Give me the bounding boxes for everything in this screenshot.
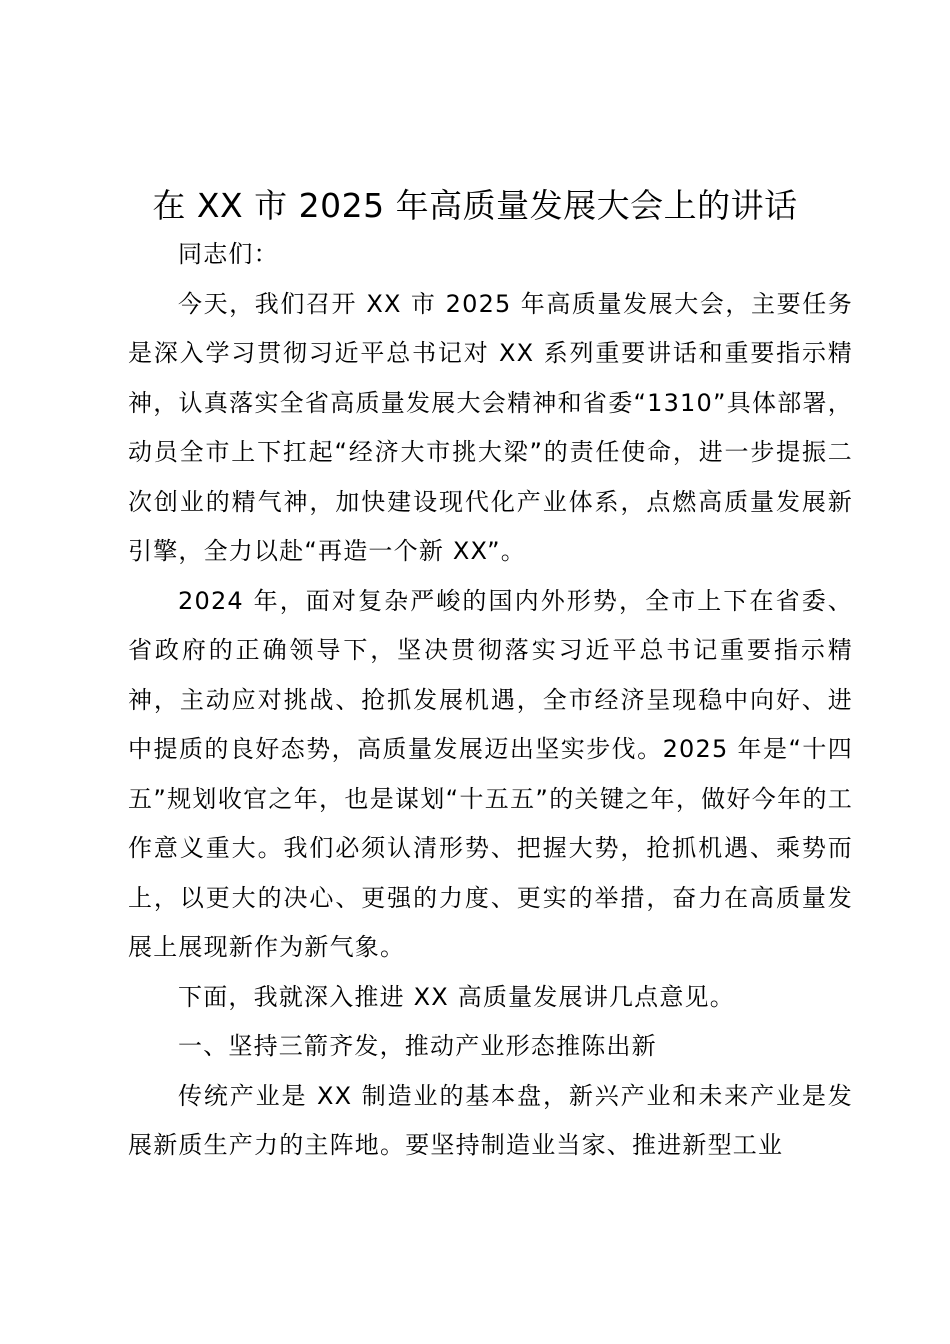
document-body	[128, 230, 853, 1171]
paragraph-review: 2024 年，面对复杂严峻的国内外形势，全市上下在省委、省政府的正确领导下，坚决贯彻落实习近平总书记重要指示精神，主动应对挑战、抢抓发展机遇，全市经济呈现稳中向好、进中提质的良好态势，高质量发展迈出坚实步伐。2025 年是“十四五”规划收官之年，也是谋划“十五五”的关键之年，做好今年的工作意义重大。我们必须认清形势、把握大势，抢抓机遇、乘势而上，以更大的决心、更强的力度、更实的举措，奋力在高质量发展上展现新作为新气象。	[128, 586, 853, 961]
section-heading-1: 一、坚持三箭齐发，推动产业形态推陈出新	[178, 1032, 657, 1060]
paragraph-section-1: 传统产业是 XX 制造业的基本盘，新兴产业和未来产业是发展新质生产力的主阵地。要坚持制造业当家、推进新型工业	[128, 1081, 853, 1159]
paragraph-intro: 今天，我们召开 XX 市 2025 年高质量发展大会，主要任务是深入学习贯彻习近平总书记对 XX 系列重要讲话和重要指示精神，认真落实全省高质量发展大会精神和省委“1310”具体部署，动员全市上下扛起“经济大市挑大梁”的责任使命，进一步提振二次创业的精气神，加快建设现代化产业体系，点燃高质量发展新引擎，全力以赴“再造一个新 XX”。	[128, 289, 853, 565]
paragraph-transition: 下面，我就深入推进 XX 高质量发展讲几点意见。	[178, 982, 735, 1011]
salutation: 同志们：	[178, 240, 279, 268]
document-title: 在 XX 市 2025 年高质量发展大会上的讲话	[152, 186, 798, 225]
